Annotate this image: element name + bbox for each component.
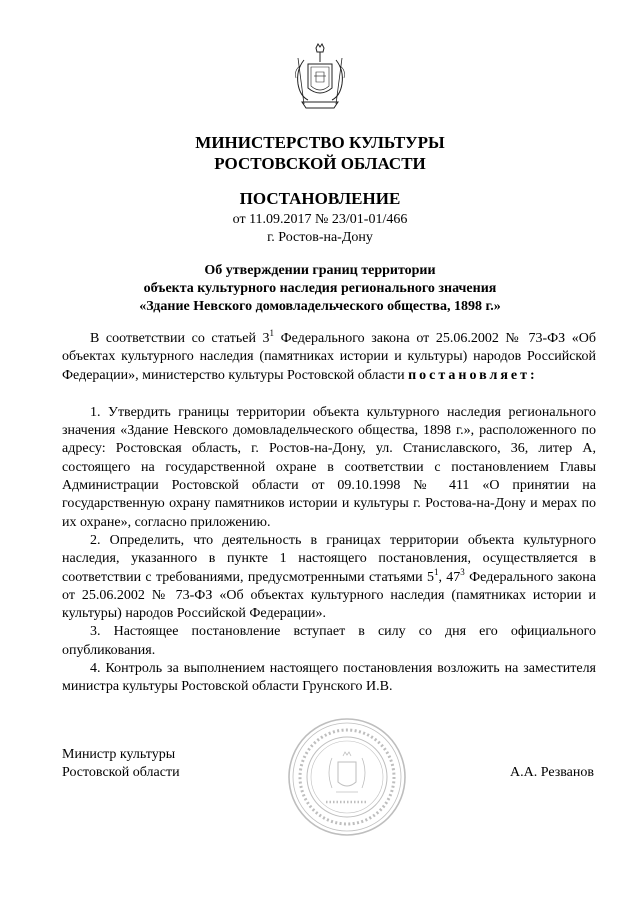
document-date-number: от 11.09.2017 № 23/01-01/466 — [232, 212, 408, 227]
resolves-word: постановляет — [408, 367, 531, 383]
item-2-text-a: 2. Определить, что деятельность в границах территории объекта культурного наследия, указанного в пункте 1 настоящего постановления, осуществляется в соответствии с требованиями, предусмотренными статьями 5 — [62, 532, 596, 585]
title-line2: объекта культурного наследия регионального значения — [143, 281, 497, 296]
item-3-paragraph: 3. Настоящее постановление вступает в силу со дня его официального опубликования. — [62, 624, 596, 658]
resolves-colon: : — [530, 367, 538, 383]
item-1-paragraph: 1. Утвердить границы территории объекта культурного наследия регионального значения «Здание Невского домовладельческого общества, 1898 г.», расположенного по адресу: Ростовская область, г. Ростов-на-Дону, ул. Станиславского, 36, литер А, состоящего на государственной охране в соответствии с постановлением Главы Администрации Ростовской области от 09.10.1998 № 411 «О принятии на государственную охрану памятников истории и культуры г. Ростова-на-Дону и мерах по их охране», согласно приложению. — [62, 404, 596, 530]
item-2-superscript-1: 1 — [433, 566, 439, 577]
title-line3: «Здание Невского домовладельческого общества, 1898 г.» — [139, 299, 501, 314]
title-line1: Об утверждении границ территории — [204, 263, 436, 278]
preamble-text-a: В соответствии со статьей 3 — [90, 331, 270, 346]
signatory-position-line1: Министр культуры — [62, 747, 176, 762]
item-2-text-b: , 47 — [438, 569, 461, 585]
official-seal-icon — [286, 716, 408, 838]
preamble-text-b: Федерального закона от 25.06.2002 № 73-ФЗ «Об объектах культурного наследия (памятниках истории и культуры) народов Российской Федерации», министерство культуры Ростовской области — [62, 331, 596, 383]
coat-of-arms-icon — [290, 40, 350, 112]
document-city: г. Ростов-на-Дону — [267, 230, 373, 245]
item-2-paragraph — [62, 532, 596, 623]
preamble-paragraph — [62, 330, 596, 385]
preamble-superscript: 1 — [269, 328, 275, 338]
signatory-name: А.А. Резванов — [510, 765, 594, 780]
document-title — [0, 262, 640, 316]
document-body — [62, 330, 596, 697]
ministry-name-line2: РОСТОВСКОЙ ОБЛАСТИ — [214, 154, 426, 173]
signatory-position-line2: Ростовской области — [62, 765, 180, 780]
ministry-name-line1: МИНИСТЕРСТВО КУЛЬТУРЫ — [195, 133, 445, 152]
ministry-name — [0, 132, 640, 174]
item-4-paragraph: 4. Контроль за выполнением настоящего постановления возложить на заместителя министра культуры Ростовской области Грунского И.В. — [62, 661, 596, 695]
item-2-superscript-2: 3 — [460, 566, 465, 577]
document-type: ПОСТАНОВЛЕНИЕ — [239, 189, 401, 208]
item-2-text-c: Федерального закона от 25.06.2002 № 73-ФЗ «Об объектах культурного наследия (памятниках истории и культуры) народов Российской Федерации». — [62, 569, 597, 622]
signatory-position — [62, 746, 180, 782]
